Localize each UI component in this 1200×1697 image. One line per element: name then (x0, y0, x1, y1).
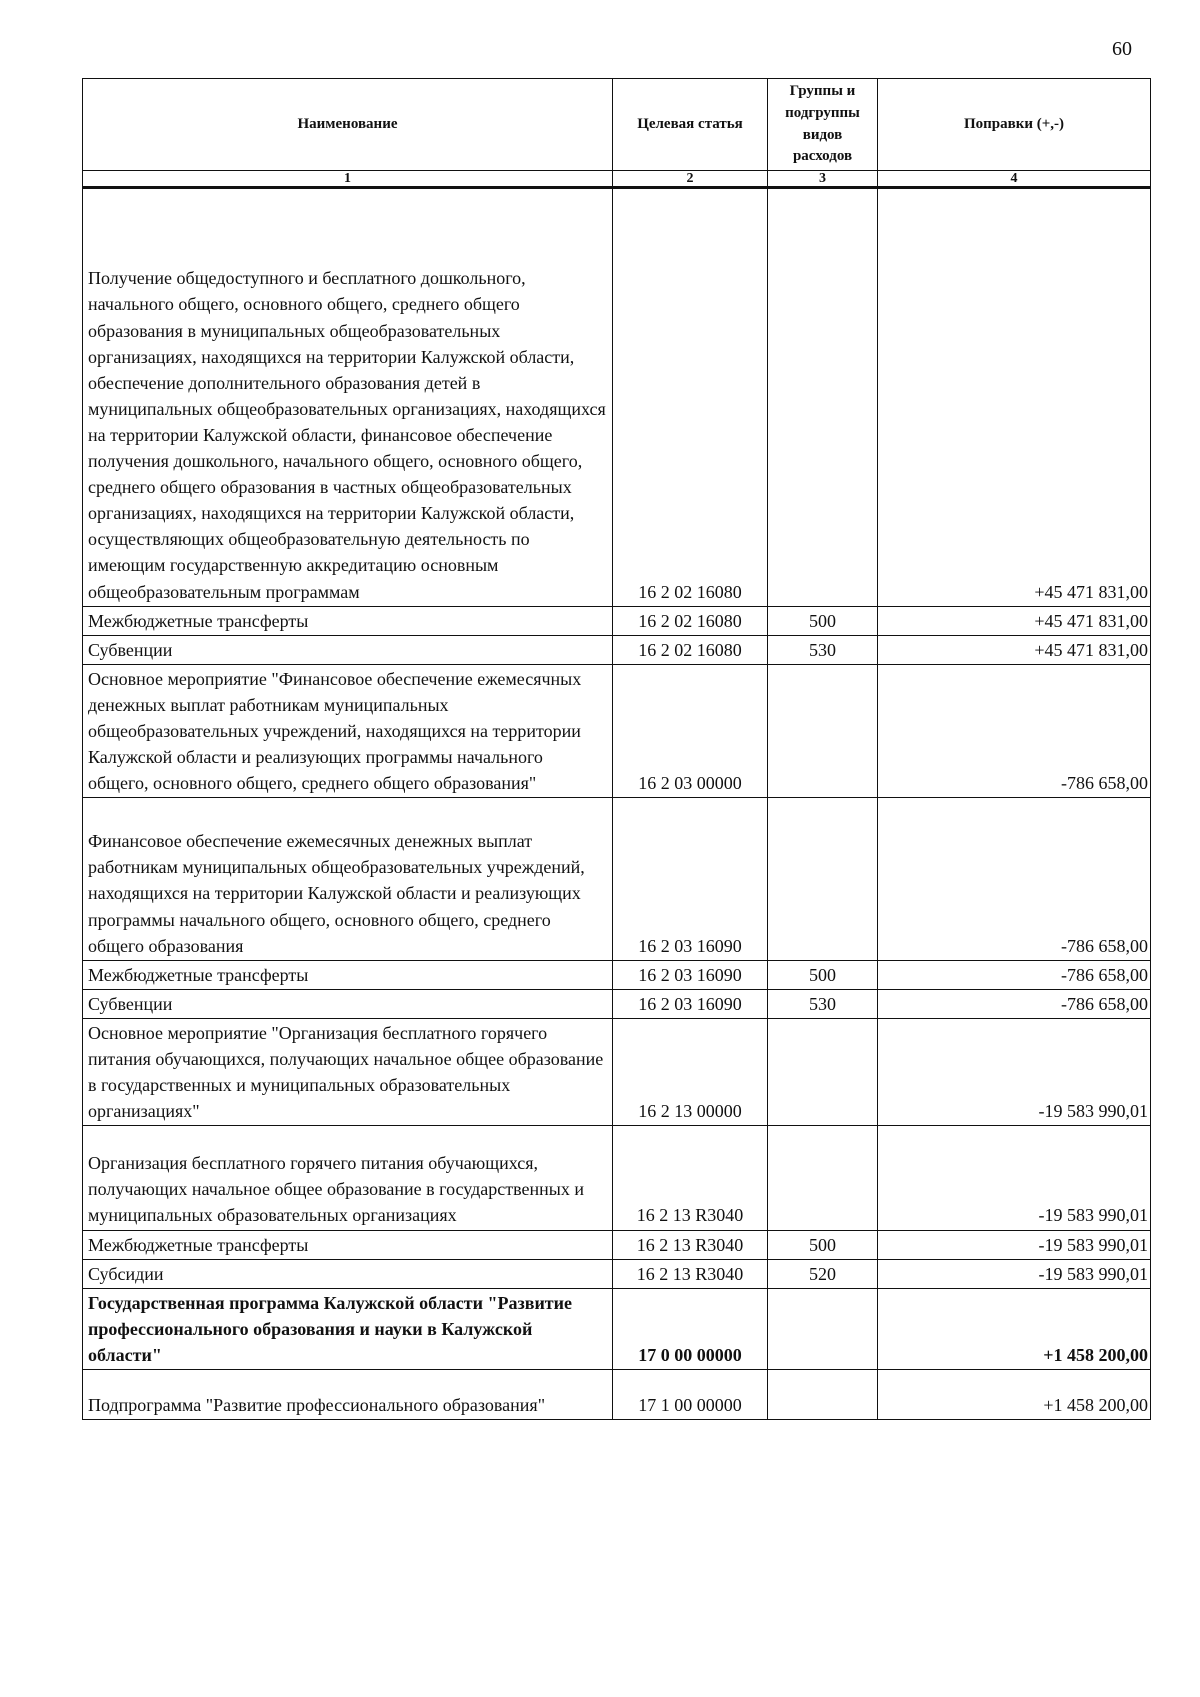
table-row (83, 188, 1151, 606)
row-name: Получение общедоступного и бесплатного дошкольного, начального общего, основного общего, среднего общего образования в муниципальных общеобразовательных организациях, находящихся на территории Калужской области, обеспечение дополнительного образования детей в муниципальных общеобразовательных организациях, находящихся на территории Калужской области, финансовое обеспечение получения дошкольного, начального общего, основного общего, среднего общего образования в частных общеобразовательных организациях, находящихся на территории Калужской области, осуществляющих общеобразовательную деятельность по имеющим государственную аккредитацию основным общеобразовательным программам (83, 188, 613, 606)
row-expense-group (768, 1018, 878, 1125)
row-name: Подпрограмма "Развитие профессионального образования" (83, 1370, 613, 1420)
row-expense-group (768, 1370, 878, 1420)
row-name: Субвенции (83, 989, 613, 1018)
row-target-article: 16 2 03 16090 (613, 989, 768, 1018)
row-amount: -786 658,00 (878, 798, 1151, 960)
row-amount: +45 471 831,00 (878, 188, 1151, 606)
row-expense-group (768, 1126, 878, 1230)
row-name: Основное мероприятие "Финансовое обеспечение ежемесячных денежных выплат работникам муниципальных общеобразовательных учреждений, находящихся на территории Калужской области и реализующих программы начального общего, основного общего, среднего общего образования" (83, 664, 613, 797)
row-expense-group (768, 798, 878, 960)
row-amount: -19 583 990,01 (878, 1230, 1151, 1259)
row-expense-group (768, 1288, 878, 1369)
table-row (83, 798, 1151, 960)
row-expense-group (768, 664, 878, 797)
table-row (83, 1126, 1151, 1230)
budget-table (82, 78, 1151, 1420)
row-name: Межбюджетные трансферты (83, 606, 613, 635)
row-expense-group: 520 (768, 1259, 878, 1288)
row-name: Организация бесплатного горячего питания обучающихся, получающих начальное общее образование в государственных и муниципальных образовательных организациях (83, 1126, 613, 1230)
row-expense-group: 500 (768, 960, 878, 989)
row-amount: +1 458 200,00 (878, 1288, 1151, 1369)
row-expense-group: 530 (768, 635, 878, 664)
row-target-article: 16 2 03 16090 (613, 798, 768, 960)
page-number: 60 (1112, 38, 1132, 60)
header-target-article: Целевая статья (613, 79, 768, 171)
column-number: 2 (613, 171, 768, 188)
table-row (83, 664, 1151, 797)
header-expense-groups: Группы и подгруппы видов расходов (768, 79, 878, 171)
row-expense-group (768, 188, 878, 606)
row-expense-group: 500 (768, 606, 878, 635)
row-amount: -786 658,00 (878, 989, 1151, 1018)
row-expense-group: 500 (768, 1230, 878, 1259)
row-amount: +45 471 831,00 (878, 635, 1151, 664)
row-target-article: 16 2 02 16080 (613, 635, 768, 664)
header-row (83, 79, 1151, 171)
column-number: 4 (878, 171, 1151, 188)
row-target-article: 17 0 00 00000 (613, 1288, 768, 1369)
column-number-row (83, 171, 1151, 188)
column-number: 1 (83, 171, 613, 188)
row-amount: -19 583 990,01 (878, 1126, 1151, 1230)
row-target-article: 16 2 02 16080 (613, 606, 768, 635)
row-amount: -786 658,00 (878, 960, 1151, 989)
row-name: Субсидии (83, 1259, 613, 1288)
table-row (83, 635, 1151, 664)
table-row (83, 1259, 1151, 1288)
row-target-article: 16 2 13 R3040 (613, 1259, 768, 1288)
header-name: Наименование (83, 79, 613, 171)
row-expense-group: 530 (768, 989, 878, 1018)
row-amount: +1 458 200,00 (878, 1370, 1151, 1420)
row-target-article: 16 2 03 00000 (613, 664, 768, 797)
row-target-article: 17 1 00 00000 (613, 1370, 768, 1420)
header-amendments: Поправки (+,-) (878, 79, 1151, 171)
table-row (83, 606, 1151, 635)
row-name: Основное мероприятие "Организация бесплатного горячего питания обучающихся, получающих начальное общее образование в государственных и муниципальных образовательных организациях" (83, 1018, 613, 1125)
table-row (83, 1018, 1151, 1125)
row-amount: -786 658,00 (878, 664, 1151, 797)
row-name: Субвенции (83, 635, 613, 664)
table-row (83, 989, 1151, 1018)
table-row (83, 1370, 1151, 1420)
row-name: Государственная программа Калужской области "Развитие профессионального образования и науки в Калужской области" (83, 1288, 613, 1369)
table-row (83, 1230, 1151, 1259)
table-row (83, 960, 1151, 989)
row-target-article: 16 2 13 R3040 (613, 1230, 768, 1259)
row-target-article: 16 2 13 00000 (613, 1018, 768, 1125)
row-amount: -19 583 990,01 (878, 1018, 1151, 1125)
row-target-article: 16 2 02 16080 (613, 188, 768, 606)
row-name: Финансовое обеспечение ежемесячных денежных выплат работникам муниципальных общеобразовательных учреждений, находящихся на территории Калужской области и реализующих программы начального общего, основного общего, среднего общего образования (83, 798, 613, 960)
row-target-article: 16 2 13 R3040 (613, 1126, 768, 1230)
row-amount: +45 471 831,00 (878, 606, 1151, 635)
row-name: Межбюджетные трансферты (83, 960, 613, 989)
row-amount: -19 583 990,01 (878, 1259, 1151, 1288)
table-row (83, 1288, 1151, 1369)
row-target-article: 16 2 03 16090 (613, 960, 768, 989)
row-name: Межбюджетные трансферты (83, 1230, 613, 1259)
column-number: 3 (768, 171, 878, 188)
